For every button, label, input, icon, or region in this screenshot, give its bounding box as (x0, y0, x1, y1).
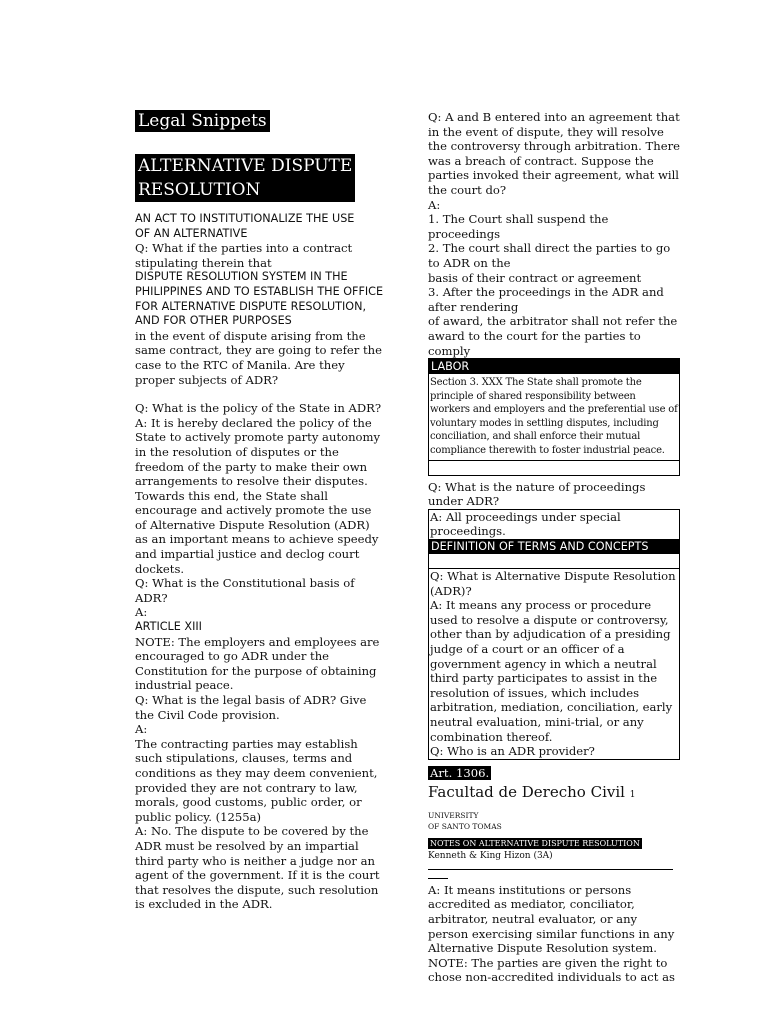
act-line-2: OF AN ALTERNATIVE (135, 226, 248, 240)
answer-1: A: No. The dispute to be covered by the ADR must be resolved by an impartial third party who is neither a judge nor an agent of the government. If it is the court that resolves the dispute, such resolution is excluded in the ADR. (135, 824, 380, 912)
university-line-2: OF SANTO TOMAS (428, 821, 502, 831)
answer-4: A: (135, 722, 148, 737)
page-number: 1 (629, 789, 636, 800)
answer-3: A: (135, 605, 148, 620)
facultad-title: Facultad de Derecho Civil (428, 782, 625, 801)
question-1-line-1: Q: What if the parties into a contract (135, 241, 353, 256)
article-label: ARTICLE XIII (135, 620, 202, 634)
question-4: Q: What is the legal basis of ADR? Give the Civil Code provision. (135, 693, 367, 722)
title-line-2: RESOLUTION (138, 180, 261, 200)
note-1: NOTE: The employers and employees are encouraged to go ADR under the Constitution for the purpose of obtaining industrial peace. (135, 634, 380, 693)
act-line-1: AN ACT TO INSTITUTIONALIZE THE USE (135, 212, 355, 225)
answer-5-item-3-cont: of award, the arbitrator shall not refer the award to the court for the parties to comply (428, 314, 678, 358)
answer-2: A: It is hereby declared the policy of the State to actively promote party autonomy in the resolution of disputes or the freedom of the party to make their own arrangements to resolve their disputes. Towards this end, the State shall encourage and actively promote the use of Alternative Dispute Resolution (ADR) as an important means to achieve speedy and impartial justice and declog court dockets. (135, 415, 381, 576)
labor-header: LABOR (429, 359, 679, 374)
answer-5-item-1: 1. The Court shall suspend the proceedings (428, 212, 609, 241)
labor-text: Section 3. XXX The State shall promote the principle of shared responsibility between workers and employers and the preferential use of voluntary modes in settling disputes, including conciliation, and shall enforce their mutual compliance therewith to foster industrial peace. (430, 377, 678, 457)
footer-facultad (428, 783, 680, 822)
definitions-header: DEFINITION OF TERMS AND CONCEPTS (429, 539, 679, 554)
definitions-empty-row (429, 554, 679, 569)
question-1-line-2: stipulating therein that (135, 255, 272, 270)
answer-5-item-3: 3. After the proceedings in the ADR and after rendering (428, 285, 664, 314)
question-1-continued: in the event of dispute arising from the same contract, they are going to refer the case to the RTC of Manila. Are they proper subjects of ADR? (135, 328, 382, 387)
question-8: Q: Who is an ADR provider? (430, 744, 595, 759)
answer-7: A: It means any process or procedure used to resolve a dispute or controversy, other than by adjudication of a presiding judge of a court or an officer of a government agency in which a neutral third party participates to assist in the resolution of issues, which includes arbitration, mediation, conciliation, early neutral evaluation, mini-trial, or any combination thereof. (430, 598, 673, 744)
question-5: Q: A and B entered into an agreement that in the event of dispute, they will resolve the controversy through arbitration. There was a breach of contract. Suppose the parties invoked their agreement, what will the court do? (428, 110, 680, 197)
labor-box (428, 358, 680, 476)
question-2: Q: What is the policy of the State in ADR? (135, 401, 382, 416)
labor-empty-row (429, 460, 679, 475)
right-column (428, 110, 680, 985)
divider-rule-short (428, 871, 448, 879)
author-line: Kenneth & King Hizon (3A) (428, 850, 553, 861)
answer-6: A: All proceedings under special proceedings. (430, 509, 621, 539)
article-1306: Art. 1306. (430, 765, 490, 780)
notes-banner: NOTES ON ALTERNATIVE DISPUTE RESOLUTION (430, 838, 640, 848)
act-title-caps: DISPUTE RESOLUTION SYSTEM IN THE PHILIPPINES AND TO ESTABLISH THE OFFICE FOR ALTERNATIVE DISPUTE RESOLUTION, AND FOR OTHER PURPOSES (135, 270, 384, 328)
civil-code-text: The contracting parties may establish such stipulations, clauses, terms and conditions as they may deem convenient, provided they are not contrary to law, morals, good customs, public order, or public policy. (1255a) (135, 736, 378, 824)
note-2: NOTE: The parties are given the right to chose non-accredited individuals to act as (428, 955, 675, 985)
answer-5-item-2-cont: basis of their contract or agreement (428, 270, 642, 285)
title-block (135, 154, 355, 202)
answer-8: A: It means institutions or persons accredited as mediator, conciliator, arbitrator, neutral evaluator, or any person exercising similar functions in any Alternative Dispute Resolution system. (428, 882, 675, 956)
answer-5-item-2: 2. The court shall direct the parties to go to ADR on the (428, 241, 671, 270)
title-line-1: ALTERNATIVE DISPUTE (138, 156, 353, 176)
section-heading: Legal Snippets (135, 110, 270, 132)
answer-5: A: (428, 197, 441, 212)
definitions-box (428, 509, 680, 760)
left-column (135, 110, 385, 912)
question-3: Q: What is the Constitutional basis of ADR? (135, 576, 355, 605)
divider-rule (428, 862, 673, 870)
university-line-1: UNIVERSITY (428, 810, 479, 820)
question-6: Q: What is the nature of proceedings under ADR? (428, 479, 646, 509)
question-7: Q: What is Alternative Dispute Resolution (ADR)? (430, 569, 676, 598)
